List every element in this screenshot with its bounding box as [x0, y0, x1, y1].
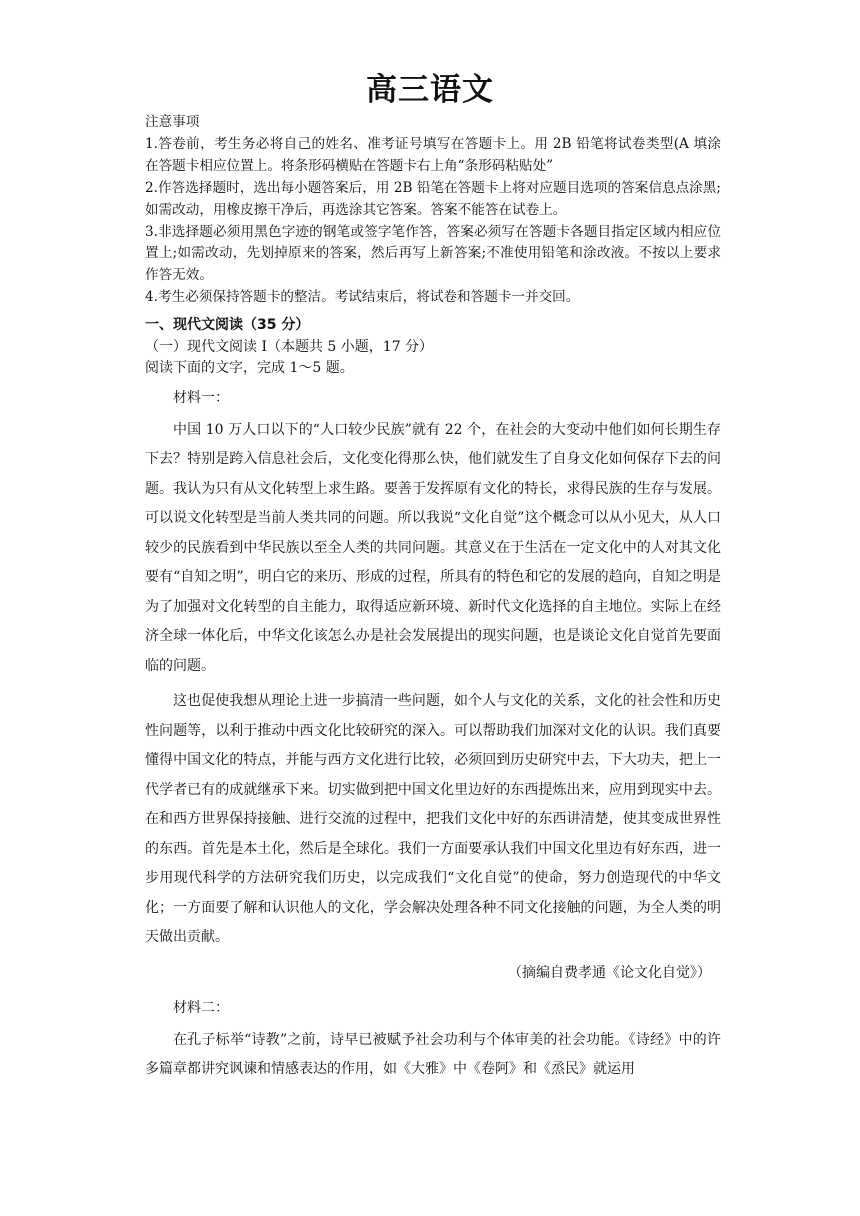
notice-heading: 注意事项	[145, 114, 200, 130]
notice-item: 4.考生必须保持答题卡的整洁。考试结束后，将试卷和答题卡一并交回。	[145, 289, 580, 306]
notice-item: 1.答卷前，考生务必将自己的姓名、准考证号填写在答题卡上。用 2B 铅笔将试卷类型(A 填涂在答题卡相应位置上。将条形码横贴在答题卡右上角“条形码粘贴处”	[145, 135, 721, 174]
material-one-label: 材料一：	[173, 390, 229, 406]
notice-item: 3.非选择题必须用黑色字迹的钢笔或签字笔作答，答案必须写在答题卡各题目指定区域内相应位置上;如需改动，先划掉原来的答案，然后再写上新答案;不准使用铅笔和涂改液。不按以上要求作答无效。	[145, 223, 721, 284]
notice-item: 2.作答选择题时，选出每小题答案后，用 2B 铅笔在答题卡上将对应题目选项的答案信息点涂黑;如需改动，用橡皮擦干净后，再选涂其它答案。答案不能答在试卷上。	[145, 179, 721, 218]
material-one-paragraph: 中国 10 万人口以下的“人口较少民族”就有 22 个，在社会的大变动中他们如何长期生存下去？特别是跨入信息社会后，文化变化得那么快，他们就发生了自身文化如何保存下去的问题。我认为只有从文化转型上求生路。要善于发挥原有文化的特长，求得民族的生存与发展。可以说文化转型是当前人类共同的问题。所以我说“文化自觉”这个概念可以从小见大，从人口较少的民族看到中华民族以至全人类的共同问题。其意义在于生活在一定文化中的人对其文化要有“自知之明”，明白它的来历、形成的过程，所具有的特色和它的发展的趋向，自知之明是为了加强对文化转型的自主能力，取得适应新环境、新时代文化选择的自主地位。实际上在经济全球一体化后，中华文化该怎么办是社会发展提出的现实问题，也是谈论文化自觉首先要面临的问题。	[145, 421, 721, 674]
reading-instruction: 阅读下面的文字，完成 1～5 题。	[145, 360, 354, 376]
section-heading: 一、现代文阅读（35 分）	[145, 317, 310, 333]
notice-block	[145, 112, 721, 309]
material-one-paragraph: 这也促使我想从理论上进一步搞清一些问题，如个人与文化的关系，文化的社会性和历史性问题等，以利于推动中西文化比较研究的深入。可以帮助我们加深对文化的认识。我们真要懂得中国文化的特点，并能与西方文化进行比较，必须回到历史研究中去，下大功夫，把上一代学者已有的成就继承下来。切实做到把中国文化里边好的东西提炼出来，应用到现实中去。在和西方世界保持接触、进行交流的过程中，把我们文化中好的东西讲清楚，使其变成世界性的东西。首先是本土化，然后是全球化。我们一方面要承认我们中国文化里边有好东西，进一步用现代科学的方法研究我们历史，以完成我们“文化自觉”的使命，努力创造现代的中华文化；一方面要了解和认识他人的文化，学会解决处理各种不同文化接触的问题，为全人类的明天做出贡献。	[145, 693, 721, 945]
section-subheading: （一）现代文阅读 I（本题共 5 小题，17 分）	[145, 339, 434, 355]
material-one-source: （摘编自费孝通《论文化自觉》）	[508, 964, 711, 981]
material-two-label: 材料二：	[173, 1000, 229, 1016]
page-title: 高三语文	[366, 72, 494, 108]
reading-passage	[145, 384, 721, 1091]
material-two-paragraph: 在孔子标举“诗教”之前，诗早已被赋予社会功利与个体审美的社会功能。《诗经》中的许多篇章都讲究讽谏和情感表达的作用，如《大雅》中《卷阿》和《烝民》就运用	[145, 1031, 721, 1077]
